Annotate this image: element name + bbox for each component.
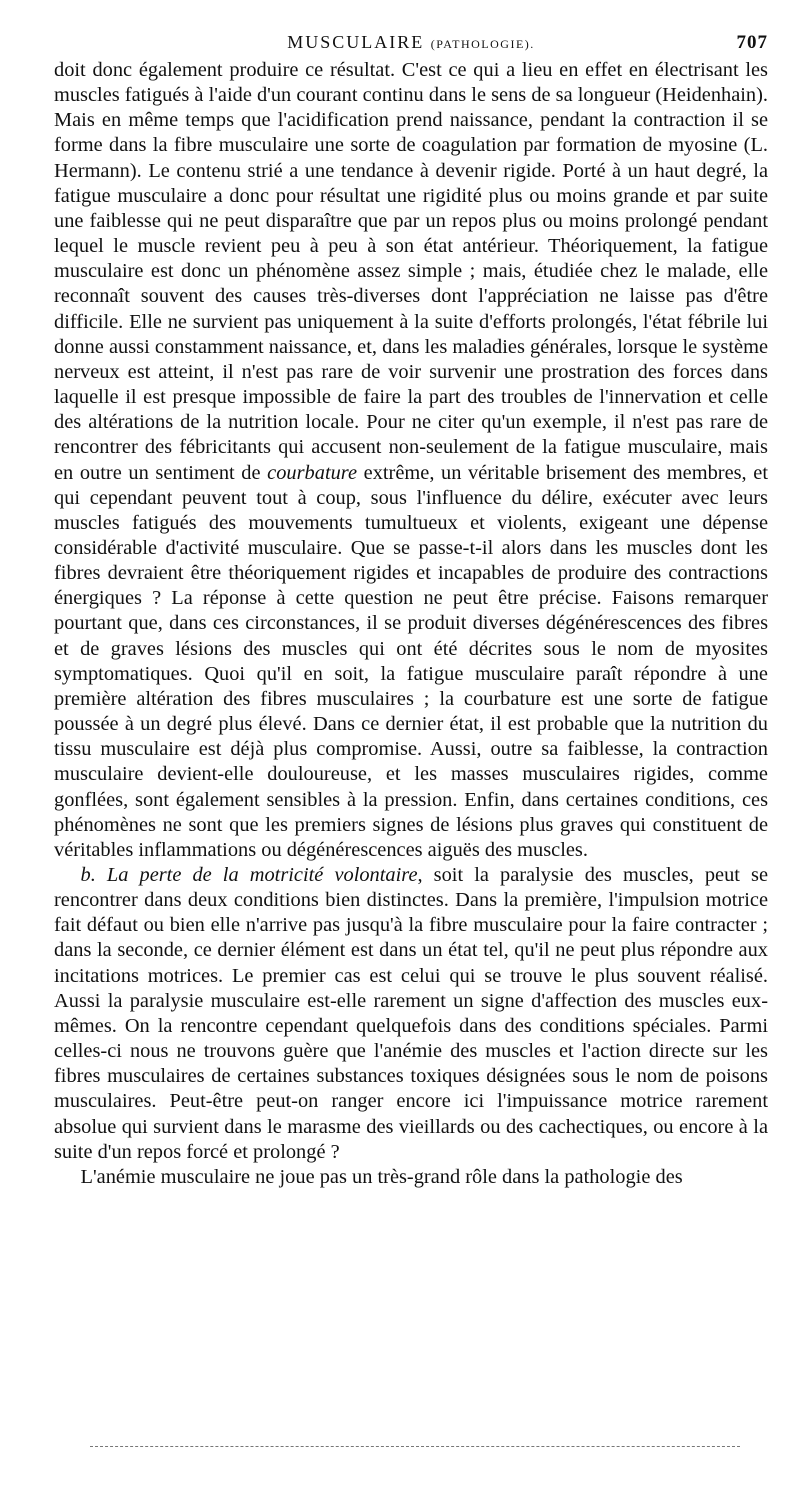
footer-rule (90, 1446, 740, 1447)
paragraph-anemie (54, 1165, 768, 1190)
running-title-main: MUSCULAIRE (287, 32, 425, 52)
paragraph-anemie-text: L'anémie musculaire ne joue pas un très-grand rôle dans la pathologie des (80, 1165, 683, 1188)
body-text (54, 58, 768, 1190)
running-title (54, 32, 768, 53)
running-title-sub: (PATHOLOGIE). (430, 37, 535, 51)
paragraph-fatigue (54, 58, 768, 863)
term-courbature: courbature (267, 461, 358, 484)
paragraph-motricite (54, 863, 768, 1165)
paragraph-motricite-text: , soit la paralysie des muscles, peut se rencontrer dans deux conditions bien distinctes. Dans la première, l'impulsion motrice fait défaut ou bien elle n'arrive pas jusqu'à la fibre musculaire pour la faire contracter ; dans la seconde, ce dernier élément est dans un état tel, qu'il ne peut plus répondre aux incitations motrices. Le premier cas est celui qui se trouve le plus souvent réalisé. Aussi la paralysie musculaire est-elle rarement un signe d'affection des muscles eux-mêmes. On la rencontre cependant quelquefois dans des conditions spéciales. Parmi celles-ci nous ne trouvons guère que l'anémie des muscles et l'action directe sur les fibres musculaires de certaines substances toxiques désignées sous le nom de poisons musculaires. Peut-être peut-on ranger encore ici l'impuissance motrice rarement absolue qui survient dans le marasme des vieillards ou des cachectiques, ou encore à la suite d'un repos forcé et prolongé ? (54, 864, 768, 1163)
section-heading-b: b. La perte de la motricité volontaire (80, 864, 418, 886)
running-head (54, 28, 768, 58)
page (54, 28, 768, 1190)
paragraph-fatigue-part-1: doit donc également produire ce résultat. C'est ce qui a lieu en effet en électrisant les muscles fatigués à l'aide d'un courant continu dans le sens de sa longueur (Heidenhain). Mais en même temps que l'acidification prend naissance, pendant la contraction il se forme dans la fibre musculaire une sorte de coagulation par formation de myosine (L. Hermann). Le contenu strié a une tendance à devenir rigide. Porté à un haut degré, la fatigue musculaire a donc pour résultat une rigidité plus ou moins grande et par suite une faiblesse qui ne peut disparaître que par un repos plus ou moins prolongé pendant lequel le muscle revient peu à peu à son état antérieur. Théoriquement, la fatigue musculaire est donc un phénomène assez simple ; mais, étudiée chez le malade, elle reconnaît souvent des causes très-diverses dont l'appréciation ne laisse pas d'être difficile. Elle ne survient pas uniquement à la suite d'efforts prolongés, l'état fébrile lui donne aussi constamment naissance, et, dans les maladies générales, lorsque le système nerveux est atteint, il n'est pas rare de voir survenir une prostration des forces dans laquelle il est presque impossible de faire la part des troubles de l'innervation et celle des altérations de la nutrition locale. Pour ne citer qu'un exemple, il n'est pas rare de rencontrer des fébricitants qui accusent non-seulement de la fatigue musculaire, mais en outre un sentiment de (54, 59, 769, 484)
paragraph-fatigue-part-2: extrême, un véritable brisement des membres, et qui cependant peuvent tout à coup, sous l'influence du délire, exécuter avec leurs muscles fatigués des mouvements tumultueux et violents, exigeant une dépense considérable d'activité musculaire. Que se passe-t-il alors dans les muscles dont les fibres devraient être théoriquement rigides et incapables de produire des contractions énergiques ? La réponse à cette question ne peut être précise. Faisons remarquer pourtant que, dans ces circonstances, il se produit diverses dégénérescences des fibres et de graves lésions des muscles qui ont été décrites sous le nom de myosites symptomatiques. Quoi qu'il en soit, la fatigue musculaire paraît répondre à une première altération des fibres musculaires ; la courbature est une sorte de fatigue poussée à un degré plus élevé. Dans ce dernier état, il est probable que la nutrition du tissu musculaire est déjà plus compromise. Aussi, outre sa faiblesse, la contraction musculaire devient-elle douloureuse, et les masses musculaires rigides, comme gonflées, sont également sensibles à la pression. Enfin, dans certaines conditions, ces phénomènes ne sont que les premiers signes de lésions plus graves qui constituent de véritables inflammations ou dégénérescences aiguës des muscles. (54, 461, 768, 861)
page-number: 707 (736, 32, 768, 53)
